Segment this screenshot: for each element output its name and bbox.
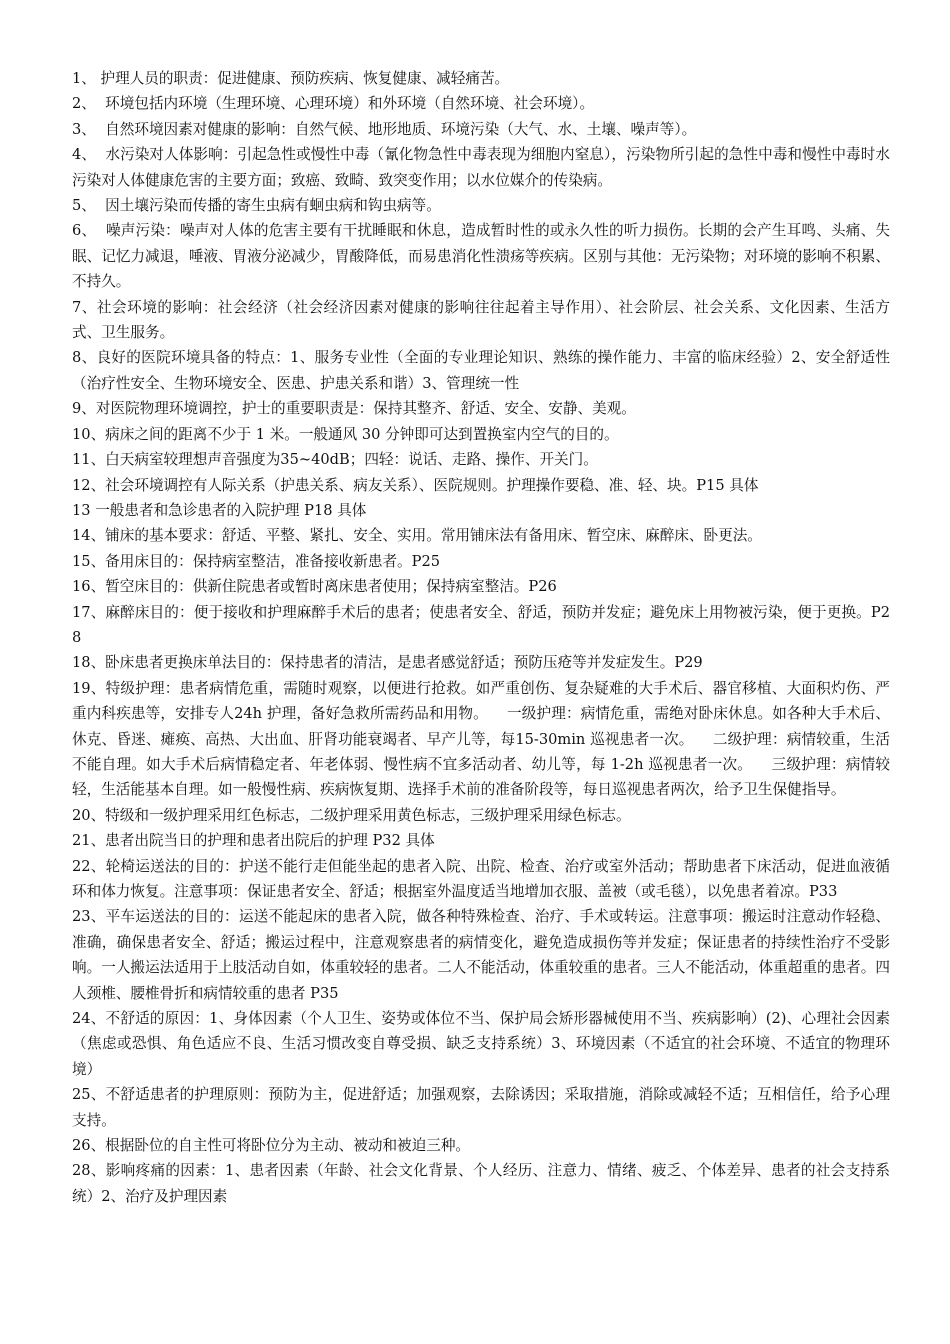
- paragraph-13: 13 一般患者和急诊患者的入院护理 P18 具体: [72, 501, 367, 519]
- paragraph-1: 1、 护理人员的职责：促进健康、预防疾病、恢复健康、减轻痛苦。: [72, 70, 510, 87]
- paragraph-3: 3、 自然环境因素对健康的影响：自然气候、地形地质、环境污染（大气、水、土壤、噪声等）。: [72, 120, 697, 138]
- paragraph-2: 2、 环境包括内环境（生理环境、心理环境）和外环境（自然环境、社会环境）。: [72, 95, 595, 113]
- paragraph-12: 12、社会环境调控有人际关系（护患关系、病友关系）、医院规则。护理操作要稳、准、轻、块。P15 具体: [72, 476, 759, 494]
- paragraph-5: 5、 因土壤污染而传播的寄生虫病有蛔虫病和钩虫病等。: [72, 197, 441, 215]
- paragraph-24: 24、不舒适的原因：1、身体因素（个人卫生、姿势或体位不当、保护局会矫形器械使用不当、疾病影响）(2)、心理社会因素（焦虑或恐惧、角色适应不良、生活习惯改变自尊受损、缺乏支持系统）3、环境因素（不适宜的社会环境、不适宜的物理环境）: [72, 1010, 890, 1078]
- paragraph-16: 16、暂空床目的：供新住院患者或暂时离床患者使用；保持病室整洁。P26: [72, 578, 557, 596]
- paragraph-11: 11、白天病室较理想声音强度为35~40dB；四轻：说话、走路、操作、开关门。: [72, 451, 598, 469]
- paragraph-14: 14、铺床的基本要求：舒适、平整、紧扎、安全、实用。常用铺床法有备用床、暂空床、麻醉床、卧更法。: [72, 527, 762, 545]
- paragraph-22: 22、轮椅运送法的目的：护送不能行走但能坐起的患者入院、出院、检查、治疗或室外活动；帮助患者下床活动，促进血液循环和体力恢复。注意事项：保证患者安全、舒适；根据室外温度适当地增加衣服、盖被（或毛毯），以免患者着凉。P33: [72, 857, 890, 900]
- paragraph-10: 10、病床之间的距离不少于 1 米。一般通风 30 分钟即可达到置换室内空气的目的。: [72, 425, 619, 443]
- paragraph-26: 26、根据卧位的自主性可将卧位分为主动、被动和被迫三种。: [72, 1137, 471, 1155]
- paragraph-9: 9、对医院物理环境调控，护士的重要职责是：保持其整齐、舒适、安全、安静、美观。: [72, 400, 636, 418]
- paragraph-18: 18、卧床患者更换床单法目的：保持患者的清洁，是患者感觉舒适；预防压疮等并发症发生。P29: [72, 654, 703, 672]
- paragraph-25: 25、不舒适患者的护理原则：预防为主，促进舒适；加强观察，去除诱因；采取措施，消除或减轻不适；互相信任，给予心理支持。: [72, 1086, 890, 1129]
- paragraph-6: 6、 噪声污染：噪声对人体的危害主要有干扰睡眠和休息，造成暂时性的或永久性的听力损伤。长期的会产生耳鸣、头痛、失眠、记忆力减退，唾液、胃液分泌减少，胃酸降低，而易患消化性溃疡等疾病。区别与其他：无污染物；对环境的影响不积累、不持久。: [72, 222, 890, 291]
- paragraph-20: 20、特级和一级护理采用红色标志，二级护理采用黄色标志，三级护理采用绿色标志。: [72, 806, 631, 824]
- paragraph-15: 15、备用床目的：保持病室整洁，准备接收新患者。P25: [72, 552, 441, 570]
- paragraph-4: 4、 水污染对人体影响：引起急性或慢性中毒（氰化物急性中毒表现为细胞内窒息），污染物所引起的急性中毒和慢性中毒时水污染对人体健康危害的主要方面；致癌、致畸、致突变作用；以水位媒介的传染病。: [72, 146, 890, 189]
- paragraph-17: 17、麻醉床目的：便于接收和护理麻醉手术后的患者；使患者安全、舒适，预防并发症；避免床上用物被污染，便于更换。P28: [72, 603, 890, 646]
- paragraph-21: 21、患者出院当日的护理和患者出院后的护理 P32 具体: [72, 832, 435, 850]
- paragraph-28: 28、影响疼痛的因素：1、患者因素（年龄、社会文化背景、个人经历、注意力、情绪、疲乏、个体差异、患者的社会支持系统）2、治疗及护理因素: [72, 1162, 890, 1205]
- paragraph-23: 23、平车运送法的目的：运送不能起床的患者入院，做各种特殊检查、治疗、手术或转运。注意事项：搬运时注意动作轻稳、准确，确保患者安全、舒适；搬运过程中，注意观察患者的病情变化，避免造成损伤等并发症；保证患者的持续性治疗不受影响。一人搬运法适用于上肢活动自如，体重较轻的患者。二人不能活动，体重较重的患者。三人不能活动，体重超重的患者。四人颈椎、腰椎骨折和病情较重的患者 P35: [72, 908, 890, 1002]
- paragraph-7: 7、社会环境的影响：社会经济（社会经济因素对健康的影响往往起着主导作用）、社会阶层、社会关系、文化因素、生活方式、卫生服务。: [72, 298, 890, 342]
- document-body: [72, 66, 890, 1209]
- paragraph-8: 8、良好的医院环境具备的特点：1、服务专业性（全面的专业理论知识、熟练的操作能力、丰富的临床经验）2、安全舒适性（治疗性安全、生物环境安全、医患、护患关系和谐）3、管理统一性: [72, 349, 890, 392]
- paragraph-19: 19、特级护理：患者病情危重，需随时观察，以便进行抢救。如严重创伤、复杂疑难的大手术后、器官移植、大面积灼伤、严重内科疾患等，安排专人24h 护理，备好急救所需药品和用物。 一级护理：病情危重，需绝对卧床休息。如各种大手术后、休克、昏迷、瘫痪、高热、大出血、肝肾功能衰竭者、早产儿等，每15-30min 巡视患者一次。 二级护理：病情较重，生活不能自理。如大手术后病情稳定者、年老体弱、慢性病不宜多活动者、幼儿等，每 1-2h 巡视患者一次。 三级护理：病情较轻，生活能基本自理。如一般慢性病、疾病恢复期、选择手术前的准备阶段等，每日巡视患者两次，给予卫生保健指导。: [72, 679, 890, 799]
